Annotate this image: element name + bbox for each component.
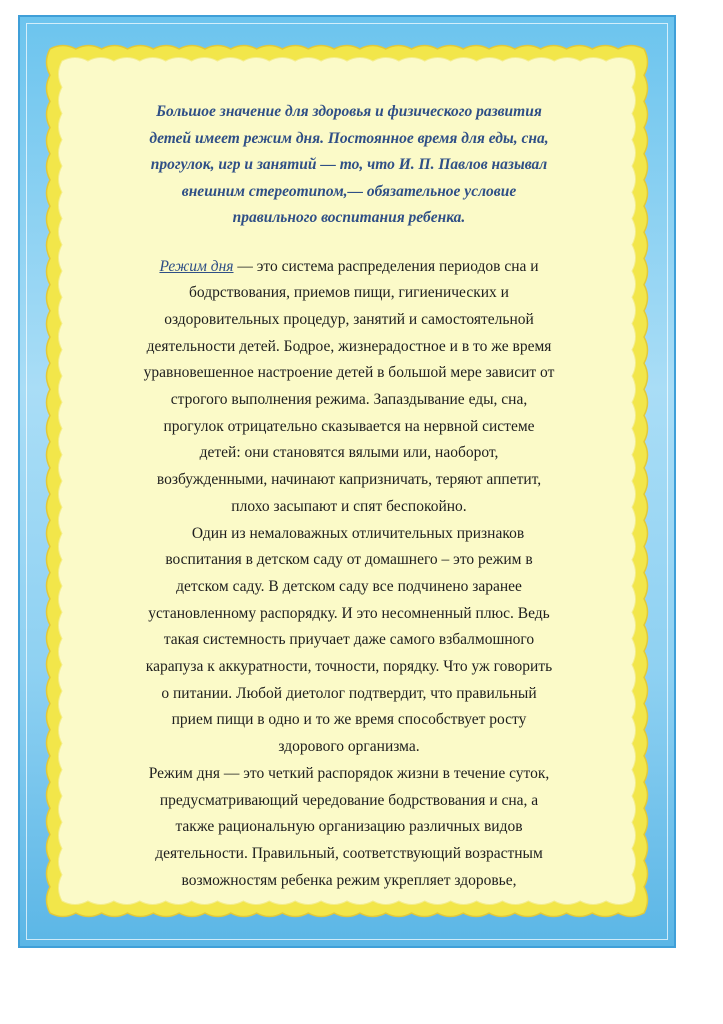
intro-line: внешним стереотипом,— обязательное условие	[181, 182, 517, 200]
paragraph-line: установленному распорядку. И это несомненный плюс. Ведь	[148, 604, 550, 622]
paragraph-line: Один из немаловажных отличительных признаков	[191, 524, 525, 542]
paragraph-line: оздоровительных процедур, занятий и самостоятельной	[164, 310, 534, 328]
paragraph-line: возбужденными, начинают капризничать, теряют аппетит,	[156, 471, 542, 489]
intro-line: правильного воспитания ребенка.	[232, 209, 466, 226]
paragraph-line: — это система распределения периодов сна и	[233, 257, 539, 275]
paragraph-line: такая системность приучает даже самого взбалмошного	[163, 631, 535, 649]
poster-content	[70, 81, 628, 894]
intro-line: детей имеет режим дня. Постоянное время для еды, сна,	[149, 129, 549, 147]
paragraph-daily-regime	[70, 254, 628, 895]
intro-heading	[70, 99, 628, 232]
intro-line: прогулок, игр и занятий — то, что И. П. Павлов называл	[150, 156, 548, 173]
paragraph-line: строгого выполнения режима. Запаздывание еды, сна,	[170, 391, 528, 409]
paragraph-line: предусматривающий чередование бодрствования и сна, а	[159, 791, 539, 809]
paragraph-line: бодрствования, приемов пищи, гигиенических и	[189, 284, 509, 302]
paragraph-line: уравновешенное настроение детей в большой мере зависит от	[143, 364, 555, 382]
paragraph-line: деятельности детей. Бодрое, жизнерадостное и в то же время	[146, 337, 552, 355]
poster-frame	[18, 15, 676, 948]
paragraph-line: детей: они становятся вялыми или, наоборот,	[199, 444, 499, 462]
term-daily-regime: Режим дня	[159, 257, 234, 275]
paragraph-line: детском саду. В детском саду все подчинено заранее	[176, 577, 522, 595]
paragraph-line: о питании. Любой диетолог подтвердит, что правильный	[161, 684, 537, 702]
paragraph-line: плохо засыпают и спят беспокойно.	[231, 497, 467, 515]
paragraph-line: прогулок отрицательно сказывается на нервной системе	[163, 417, 535, 435]
paragraph-line: также рациональную организацию различных видов	[175, 818, 523, 836]
paragraph-first-line	[70, 254, 628, 281]
paragraph-line: прием пищи в одно и то же время способствует росту	[171, 711, 527, 729]
paragraph-line: здорового организма.	[278, 738, 420, 756]
paragraph-line: деятельности. Правильный, соответствующий возрастным	[155, 844, 543, 862]
paragraph-line: карапуза к аккуратности, точности, порядку. Что уж говорить	[145, 658, 553, 676]
paragraph-line: Режим дня — это четкий распорядок жизни в течение суток,	[148, 764, 550, 782]
paragraph-line: возможностям ребенка режим укрепляет здоровье,	[181, 871, 517, 889]
intro-line: Большое значение для здоровья и физического развития	[156, 103, 542, 120]
paragraph-line: воспитания в детском саду от домашнего – это режим в	[165, 551, 533, 569]
